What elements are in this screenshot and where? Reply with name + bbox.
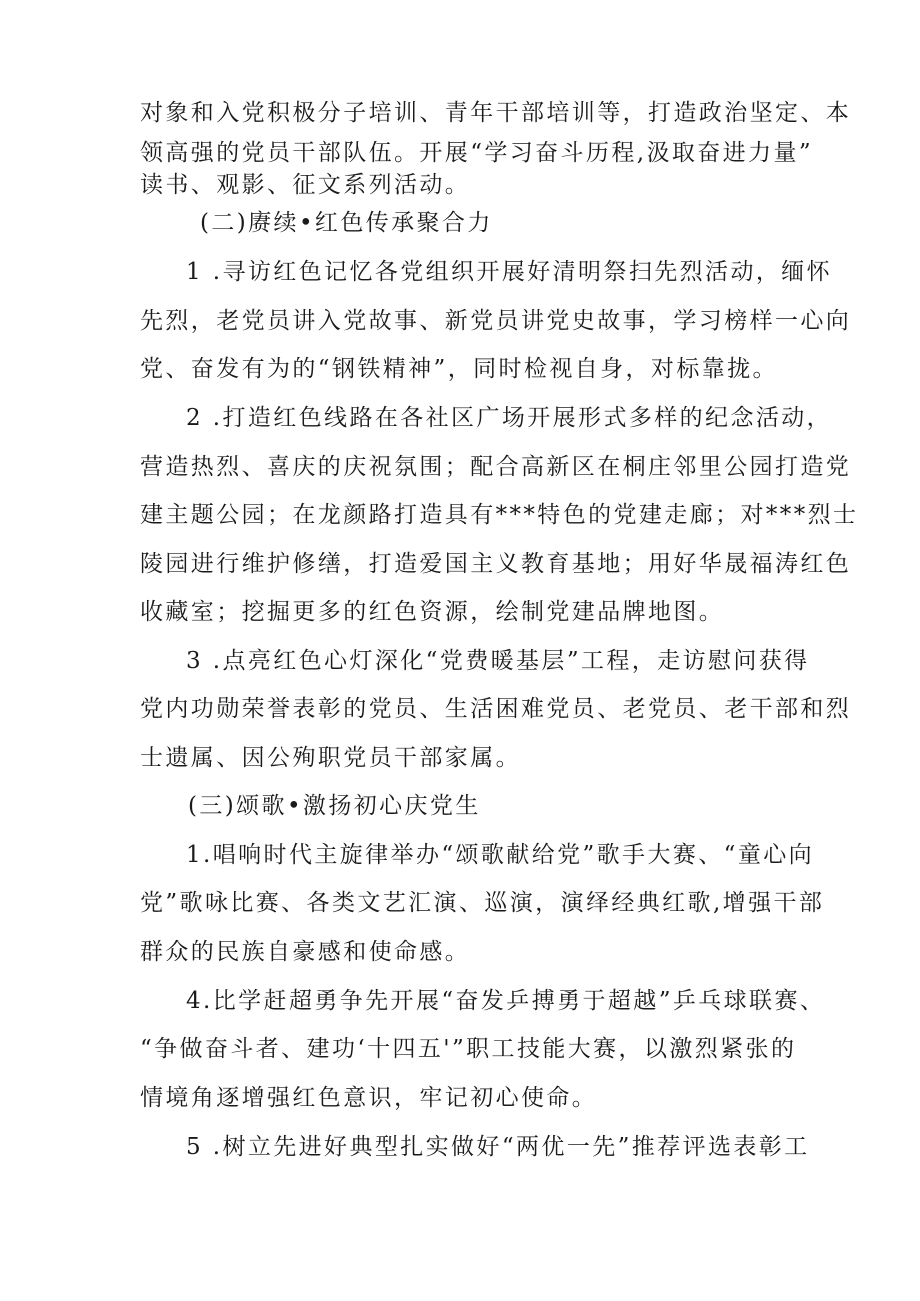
paragraph-line: 收藏室；挖掘更多的红色资源，绘制党建品牌地图。 — [140, 599, 725, 625]
paragraph-line: “争做奋斗者、建功‘十四五'”职工技能大赛，以激烈紧张的 — [140, 1036, 797, 1062]
paragraph-line: 陵园进行维护修缮，打造爱国主义教育基地；用好华晟福涛红色 — [140, 551, 852, 577]
paragraph-line: 群众的民族自豪感和使命感。 — [140, 939, 471, 965]
paragraph-line: 2 .打造红色线路在各社区广场开展形式多样的纪念活动， — [186, 405, 833, 431]
paragraph-line: 党内功勋荣誉表彰的党员、生活困难党员、老党员、老干部和烈 — [140, 696, 852, 722]
paragraph-line: 4.比学赶超勇争先开展“奋发乒搏勇于超越”乒乓球联赛、 — [186, 988, 826, 1014]
section-heading: (三)颂歌•激扬初心庆党生 — [188, 793, 481, 819]
paragraph-line: 读书、观影、征文系列活动。 — [140, 172, 471, 198]
paragraph-line: 领高强的党员干部队伍。开展“学习奋斗历程,汲取奋进力量” — [140, 140, 814, 166]
paragraph-line: 对象和入党积极分子培训、青年干部培训等，打造政治坚定、本 — [140, 100, 852, 126]
section-heading: (二)赓续•红色传承聚合力 — [200, 210, 493, 236]
paragraph-line: 士遗属、因公殉职党员干部家属。 — [140, 745, 521, 771]
paragraph-line: 3 .点亮红色心灯深化“党费暖基层”工程，走访慰问获得 — [186, 648, 810, 674]
paragraph-line: 先烈，老党员讲入党故事、新党员讲党史故事，学习榜样一心向 — [140, 308, 852, 334]
paragraph-line: 情境角逐增强红色意识，牢记初心使命。 — [140, 1085, 598, 1111]
paragraph-line: 1.唱响时代主旋律举办“颂歌献给党”歌手大赛、“童心向 — [186, 842, 815, 868]
paragraph-line: 建主题公园；在龙颜路打造具有***特色的党建走廊；对***烈士 — [140, 502, 859, 528]
paragraph-line: 营造热烈、喜庆的庆祝氛围；配合高新区在桐庄邻里公园打造党 — [140, 454, 852, 480]
paragraph-line: 5 .树立先进好典型扎实做好“两优一先”推荐评选表彰工 — [186, 1134, 810, 1160]
paragraph-line: 党、奋发有为的“钢铁精神”，同时检视自身，对标靠拢。 — [140, 356, 778, 382]
paragraph-line: 1 .寻访红色记忆各党组织开展好清明祭扫先烈活动，缅怀 — [186, 259, 833, 285]
paragraph-line: 党”歌咏比赛、各类文艺汇演、巡演，演绎经典红歌,增强干部 — [140, 890, 825, 916]
